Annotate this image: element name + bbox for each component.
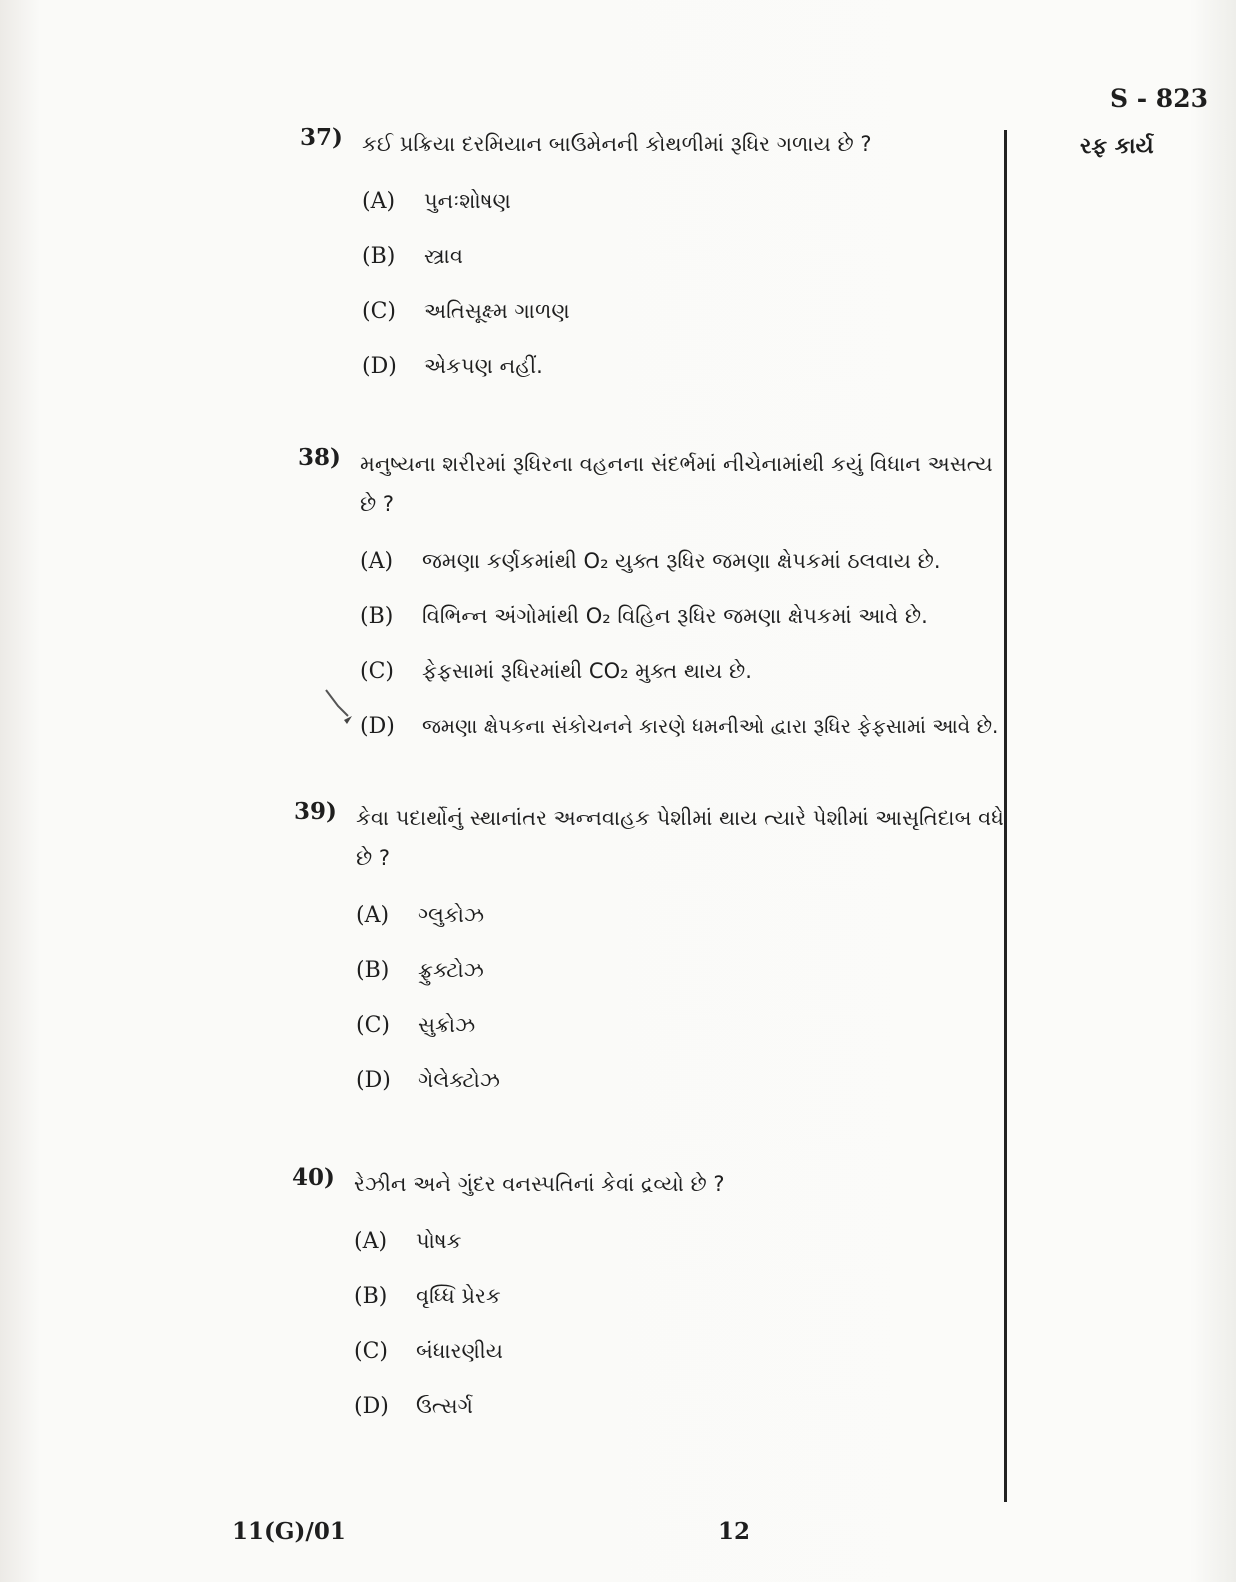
option-label: (B) bbox=[360, 604, 394, 629]
option-c bbox=[356, 998, 1006, 1053]
option-text: વૃધ્ધિ પ્રેરક bbox=[416, 1284, 501, 1308]
option-text: પોષક bbox=[416, 1229, 462, 1253]
option-label: (A) bbox=[360, 549, 394, 574]
option-label: (A) bbox=[354, 1229, 388, 1254]
option-c bbox=[362, 284, 1082, 339]
option-text: ગેલેક્ટોઝ bbox=[418, 1068, 500, 1092]
option-label: (B) bbox=[356, 958, 390, 983]
question-number: 40) bbox=[292, 1164, 335, 1191]
question-40 bbox=[292, 1164, 1074, 1434]
page-number: 12 bbox=[718, 1518, 751, 1545]
option-text: જમણા કર્ણકમાંથી O₂ યુક્ત રૂધિર જમણા ક્ષેપકમાં ઠલવાય છે. bbox=[422, 549, 941, 573]
option-c bbox=[354, 1324, 1074, 1379]
question-text: રેઝીન અને ગુંદર વનસ્પતિનાં કેવાં દ્રવ્યો છે ? bbox=[354, 1172, 725, 1196]
option-c bbox=[360, 644, 1010, 699]
option-label: (A) bbox=[362, 189, 396, 214]
option-d bbox=[356, 1053, 1006, 1108]
option-text: અતિસૂક્ષ્મ ગાળણ bbox=[424, 299, 570, 323]
option-text: ગ્લુકોઝ bbox=[418, 903, 485, 927]
option-d bbox=[354, 1379, 1074, 1434]
question-38 bbox=[298, 444, 1010, 754]
option-d bbox=[360, 699, 1010, 754]
footer-code: 11(G)/01 bbox=[232, 1518, 346, 1545]
pencil-tick-mark bbox=[322, 686, 352, 726]
option-label: (B) bbox=[362, 244, 396, 269]
option-b bbox=[354, 1269, 1074, 1324]
option-d bbox=[362, 339, 1082, 394]
question-39 bbox=[294, 798, 1006, 1108]
option-text: જમણા ક્ષેપકના સંકોચનને કારણે ધમનીઓ દ્વારા રૂધિર ફેફસામાં આવે છે. bbox=[422, 714, 999, 738]
option-a bbox=[360, 534, 1010, 589]
option-text: ફેફસામાં રૂધિરમાંથી CO₂ મુક્ત થાય છે. bbox=[422, 659, 752, 683]
option-b bbox=[356, 943, 1006, 998]
option-label: (D) bbox=[354, 1394, 389, 1419]
question-number: 37) bbox=[300, 124, 343, 151]
option-label: (A) bbox=[356, 903, 390, 928]
question-37 bbox=[300, 124, 1082, 394]
option-b bbox=[360, 589, 1010, 644]
option-text: બંધારણીય bbox=[416, 1339, 503, 1363]
question-text: કઈ પ્રક્રિયા દરમિયાન બાઉમેનની કોથળીમાં રૂધિર ગળાય છે ? bbox=[362, 132, 872, 156]
option-text: વિભિન્ન અંગોમાંથી O₂ વિહિન રૂધિર જમણા ક્ષેપકમાં આવે છે. bbox=[422, 604, 928, 628]
question-number: 38) bbox=[298, 444, 341, 471]
option-label: (C) bbox=[356, 1013, 390, 1038]
question-number: 39) bbox=[294, 798, 337, 825]
option-a bbox=[356, 888, 1006, 943]
option-text: ફ્રુક્ટોઝ bbox=[418, 958, 484, 982]
option-text: સુક્રોઝ bbox=[418, 1013, 476, 1037]
option-a bbox=[354, 1214, 1074, 1269]
option-label: (D) bbox=[356, 1068, 391, 1093]
option-text: સ્ત્રાવ bbox=[424, 244, 463, 268]
option-label: (C) bbox=[362, 299, 396, 324]
option-text: એકપણ નહીં. bbox=[424, 354, 543, 378]
rough-work-label: રફ કાર્ય bbox=[1080, 134, 1154, 159]
option-label: (C) bbox=[360, 659, 394, 684]
paper-code: S - 823 bbox=[1109, 84, 1208, 113]
option-a bbox=[362, 174, 1082, 229]
option-label: (D) bbox=[362, 354, 397, 379]
option-text: પુનઃશોષણ bbox=[424, 189, 511, 213]
question-text: મનુષ્યના શરીરમાં રૂધિરના વહનના સંદર્ભમાં નીચેનામાંથી કયું વિધાન અસત્ય છે ? bbox=[360, 452, 993, 516]
option-label: (D) bbox=[360, 714, 395, 739]
option-text: ઉત્સર્ગ bbox=[416, 1394, 473, 1418]
option-label: (B) bbox=[354, 1284, 388, 1309]
option-label: (C) bbox=[354, 1339, 388, 1364]
question-text: કેવા પદાર્થોનું સ્થાનાંતર અન્નવાહક પેશીમાં થાય ત્યારે પેશીમાં આસૃતિદાબ વધે છે ? bbox=[356, 806, 1004, 870]
option-b bbox=[362, 229, 1082, 284]
